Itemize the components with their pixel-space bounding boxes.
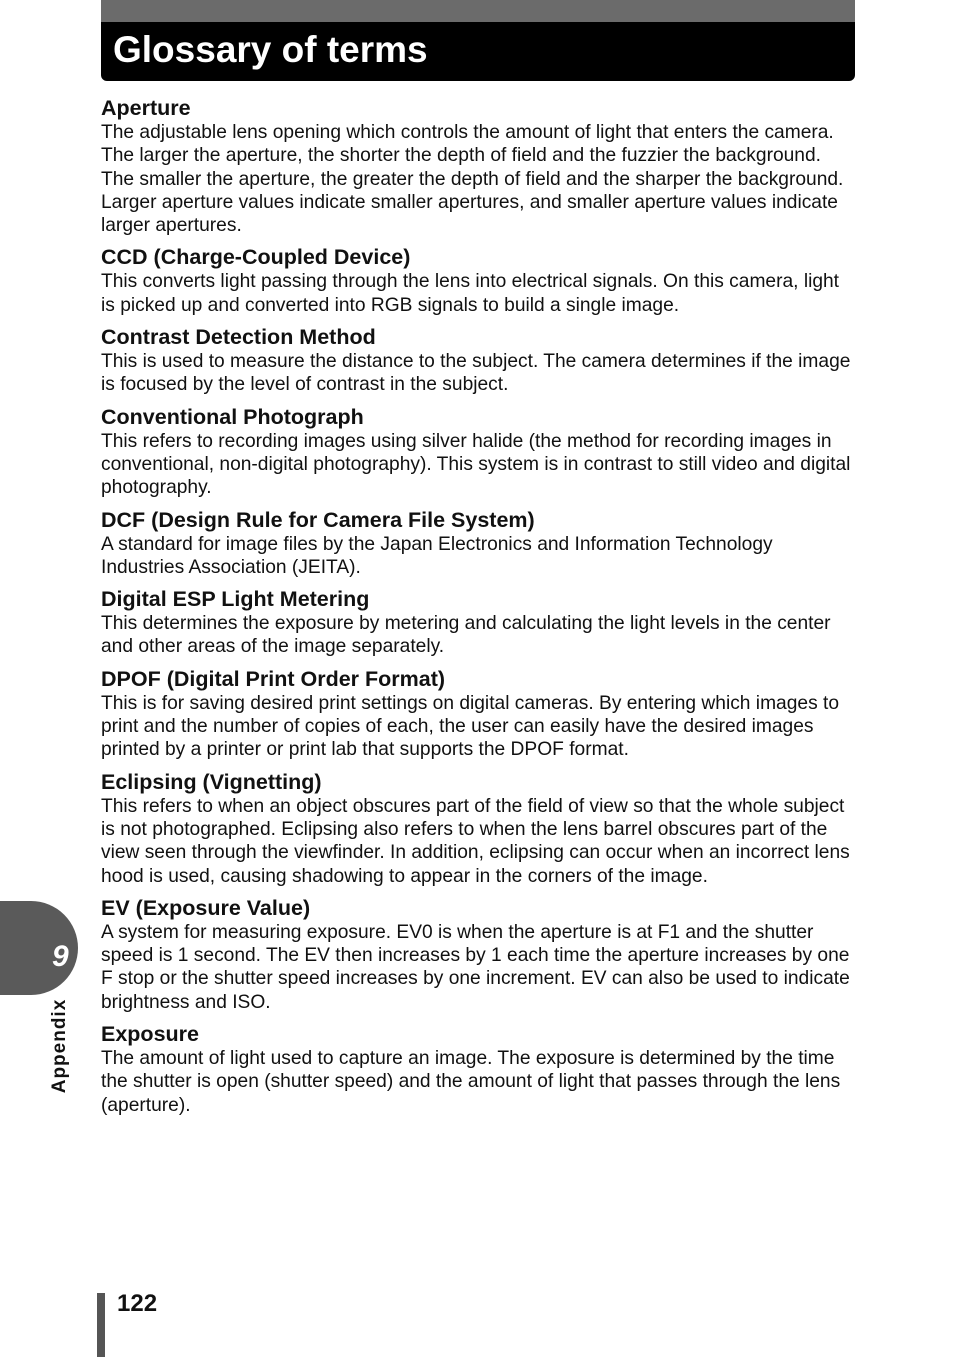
term-definition: A system for measuring exposure. EV0 is when the aperture is at F1 and the shutter speed is 1 second. The EV then increases by 1 each time the aperture increases by one F stop or the shutter speed increases by one increment. EV can also be used to indicate brightness and ISO. — [101, 921, 850, 1013]
term-heading: Digital ESP Light Metering — [101, 587, 370, 612]
term-definition: This is for saving desired print settings on digital cameras. By entering which images to print and the number of copies of each, the user can easily have the desired images printed by a printer or print lab that supports the DPOF format. — [101, 692, 839, 761]
term-heading: EV (Exposure Value) — [101, 895, 311, 920]
chapter-number: 9 — [52, 940, 69, 973]
glossary-entry — [101, 770, 853, 888]
term-definition: This is used to measure the distance to the subject. The camera determines if the image is focused by the level of contrast in the subject. — [101, 351, 851, 396]
term-definition: This determines the exposure by metering and calculating the light levels in the center and other areas of the image separately. — [101, 613, 831, 658]
term-definition: This refers to recording images using silver halide (the method for recording images in conventional, non-digital photography). This system is in contrast to still video and digital photography. — [101, 430, 851, 499]
term-definition: The amount of light used to capture an image. The exposure is determined by the time the shutter is open (shutter speed) and the amount of light that passes through the lens (aperture). — [101, 1048, 841, 1116]
term-heading: Eclipsing (Vignetting) — [101, 769, 322, 794]
term-definition: This converts light passing through the lens into electrical signals. On this camera, light is picked up and converted into RGB signals to build a single image. — [101, 271, 840, 316]
glossary-entry — [101, 896, 853, 1014]
term-heading: CCD (Charge-Coupled Device) — [101, 245, 411, 270]
page-number: 122 — [117, 1290, 158, 1317]
chapter-label: Appendix — [49, 998, 70, 1094]
term-heading: Contrast Detection Method — [101, 325, 376, 350]
page-number-bar — [97, 1293, 105, 1357]
term-heading: DCF (Design Rule for Camera File System) — [101, 507, 535, 532]
page-title: Glossary of terms — [113, 29, 428, 70]
title-banner — [101, 0, 855, 81]
glossary-entry — [101, 1022, 853, 1117]
glossary-list — [101, 96, 853, 1125]
term-heading: DPOF (Digital Print Order Format) — [101, 666, 446, 691]
glossary-entry — [101, 508, 853, 580]
term-definition: This refers to when an object obscures part of the field of view so that the whole subject is not photographed. Eclipsing also refers to when the lens barrel obscures part of the view seen through the viewfinder. In addition, eclipsing can occur when an incorrect lens hood is used, causing shadowing to appear in the corners of the image. — [101, 795, 850, 887]
glossary-entry — [101, 245, 853, 317]
glossary-entry — [101, 96, 853, 237]
term-definition: A standard for image files by the Japan Electronics and Information Technology Industries Association (JEITA). — [101, 533, 773, 578]
glossary-entry — [101, 325, 853, 397]
term-heading: Conventional Photograph — [101, 404, 364, 429]
glossary-entry — [101, 667, 853, 762]
term-heading: Aperture — [101, 96, 191, 120]
term-heading: Exposure — [101, 1022, 199, 1047]
glossary-entry — [101, 405, 853, 500]
term-definition: The adjustable lens opening which controls the amount of light that enters the camera. The larger the aperture, the shorter the depth of field and the fuzzier the background. The smaller the aperture, the greater the depth of field and the sharper the background. Larger aperture values indicate smaller apertures, and smaller aperture values indicate larger apertures. — [101, 122, 844, 237]
glossary-entry — [101, 587, 853, 659]
title-banner-strip — [101, 0, 855, 22]
